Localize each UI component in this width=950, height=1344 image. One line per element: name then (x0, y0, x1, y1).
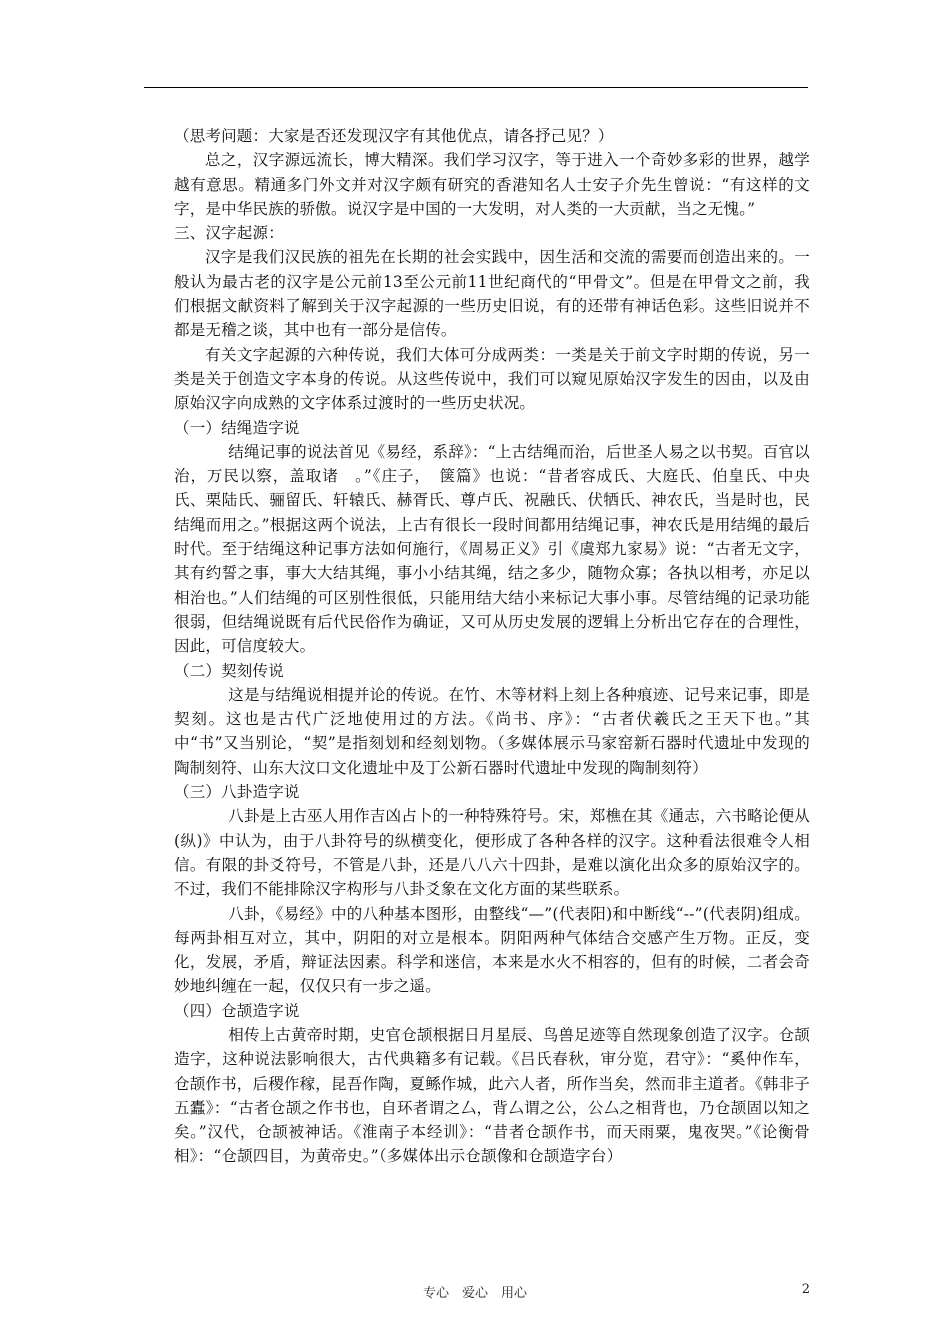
paragraph: 汉字是我们汉民族的祖先在长期的社会实践中，因生活和交流的需要而创造出来的。一般认为最古老的汉字是公元前13至公元前11世纪商代的“甲骨文”。但是在甲骨文之前，我们根据文献资料了解到关于汉字起源的一些历史旧说，有的还带有神话色彩。这些旧说并不都是无稽之谈，其中也有一部分是信传。 (174, 248, 810, 340)
page-number: 2 (801, 1282, 810, 1297)
paragraph: 相传上古黄帝时期，史官仓颉根据日月星辰、鸟兽足迹等自然现象创造了汉字。仓颉造字，这种说法影响很大，古代典籍多有记载。《吕氏春秋，审分览，君守》：“奚仲作车，仓颉作书，后稷作稼，昆吾作陶，夏鲧作城，此六人者，所作当矣，然而非主道者。《韩非子五蠹》：“古者仓颉之作书也，自环者谓之厶，背厶谓之公，公厶之相背也，乃仓颉固以知之矣。”汉代，仓颉被神话。《淮南子本经训》：“昔者仓颉作书，而天雨粟，鬼夜哭。”《论衡骨相》：“仓颉四目，为黄帝史。”（多媒体出示仓颉像和仓颉造字台） (174, 1025, 810, 1166)
header-rule (144, 87, 808, 88)
question-note: （思考问题：大家是否还发现汉字有其他优点，请各抒己见？） (174, 127, 614, 145)
paragraph: 八卦，《易经》中的八种基本图形，由整线“—”(代表阳)和中断线“--”(代表阴)组成。每两卦相互对立，其中，阴阳的对立是根本。阴阳两种气体结合交感产生万物。正反，变化，发展，矛盾，辩证法因素。科学和迷信，本来是水火不相容的，但有的时候，二者会奇妙地纠缠在一起，仅仅只有一步之遥。 (174, 904, 810, 996)
subsection-heading: （一）结绳造字说 (174, 418, 300, 437)
subsection-heading: （二）契刻传说 (174, 661, 284, 680)
paragraph: 这是与结绳说相提并论的传说。在竹、木等材料上刻上各种痕迹、记号来记事，即是契刻。这也是古代广泛地使用过的方法。《尚书、序》：“古者伏羲氏之王天下也。”其中“书”又当别论，“契”是指刻划和经刻划物。（多媒体展示马家窑新石器时代遗址中发现的陶制刻符、山东大汶口文化遗址中及丁公新石器时代遗址中发现的陶制刻符） (174, 685, 810, 777)
subsection-heading: （三）八卦造字说 (174, 783, 300, 802)
paragraph: 有关文字起源的六种传说，我们大体可分成两类：一类是关于前文字时期的传说，另一类是关于创造文字本身的传说。从这些传说中，我们可以窥见原始汉字发生的因由，以及由原始汉字向成熟的文字体系过渡时的一些历史状况。 (174, 345, 810, 413)
paragraph: 总之，汉字源远流长，博大精深。我们学习汉字，等于进入一个奇妙多彩的世界，越学越有意思。精通多门外文并对汉字颇有研究的香港知名人士安子介先生曾说：“有这样的文字，是中华民族的骄傲。说汉字是中国的一大发明，对人类的一大贡献，当之无愧。” (174, 151, 810, 218)
footer-motto: 专心 爱心 用心 (422, 1286, 527, 1301)
paragraph: 结绳记事的说法首见《易经，系辞》：“上古结绳而治，后世圣人易之以书契。百官以治，万民以察，盖取诸 。”《庄子， 箧篇》也说：“昔者容成氏、大庭氏、伯皇氏、中央氏、栗陆氏、骊留氏、轩辕氏、赫胥氏、尊卢氏、祝融氏、伏牺氏、神农氏，当是时也，民结绳而用之。”根据这两个说法，上古有很长一段时间都用结绳记事，神农氏是用结绳的最后时代。至于结绳这种记事方法如何施行，《周易正义》引《虞郑九家易》说：“古者无文字，其有约誓之事，事大大结其绳，事小小结其绳，结之多少，随物众寡；各执以相考，亦足以相治也。”人们结绳的可区别性很低，只能用结大结小来标记大事小事。尽管结绳的记录功能很弱，但结绳说既有后代民俗作为确证，又可从历史发展的逻辑上分析出它存在的合理性，因此，可信度较大。 (174, 442, 810, 656)
subsection-heading: （四）仓颉造字说 (174, 1001, 300, 1020)
paragraph: 八卦是上古巫人用作吉凶占卜的一种特殊符号。宋，郑樵在其《通志，六书略论便从(纵)》中认为，由于八卦符号的纵横变化，便形成了各种各样的汉字。这种看法很难令人相信。有限的卦爻符号，不管是八卦，还是八八六十四卦，是难以演化出众多的原始汉字的。不过，我们不能排除汉字构形与八卦爻象在文化方面的某些联系。 (174, 807, 810, 899)
section-heading: 三、汉字起源： (174, 224, 284, 243)
document-body (174, 124, 810, 1169)
